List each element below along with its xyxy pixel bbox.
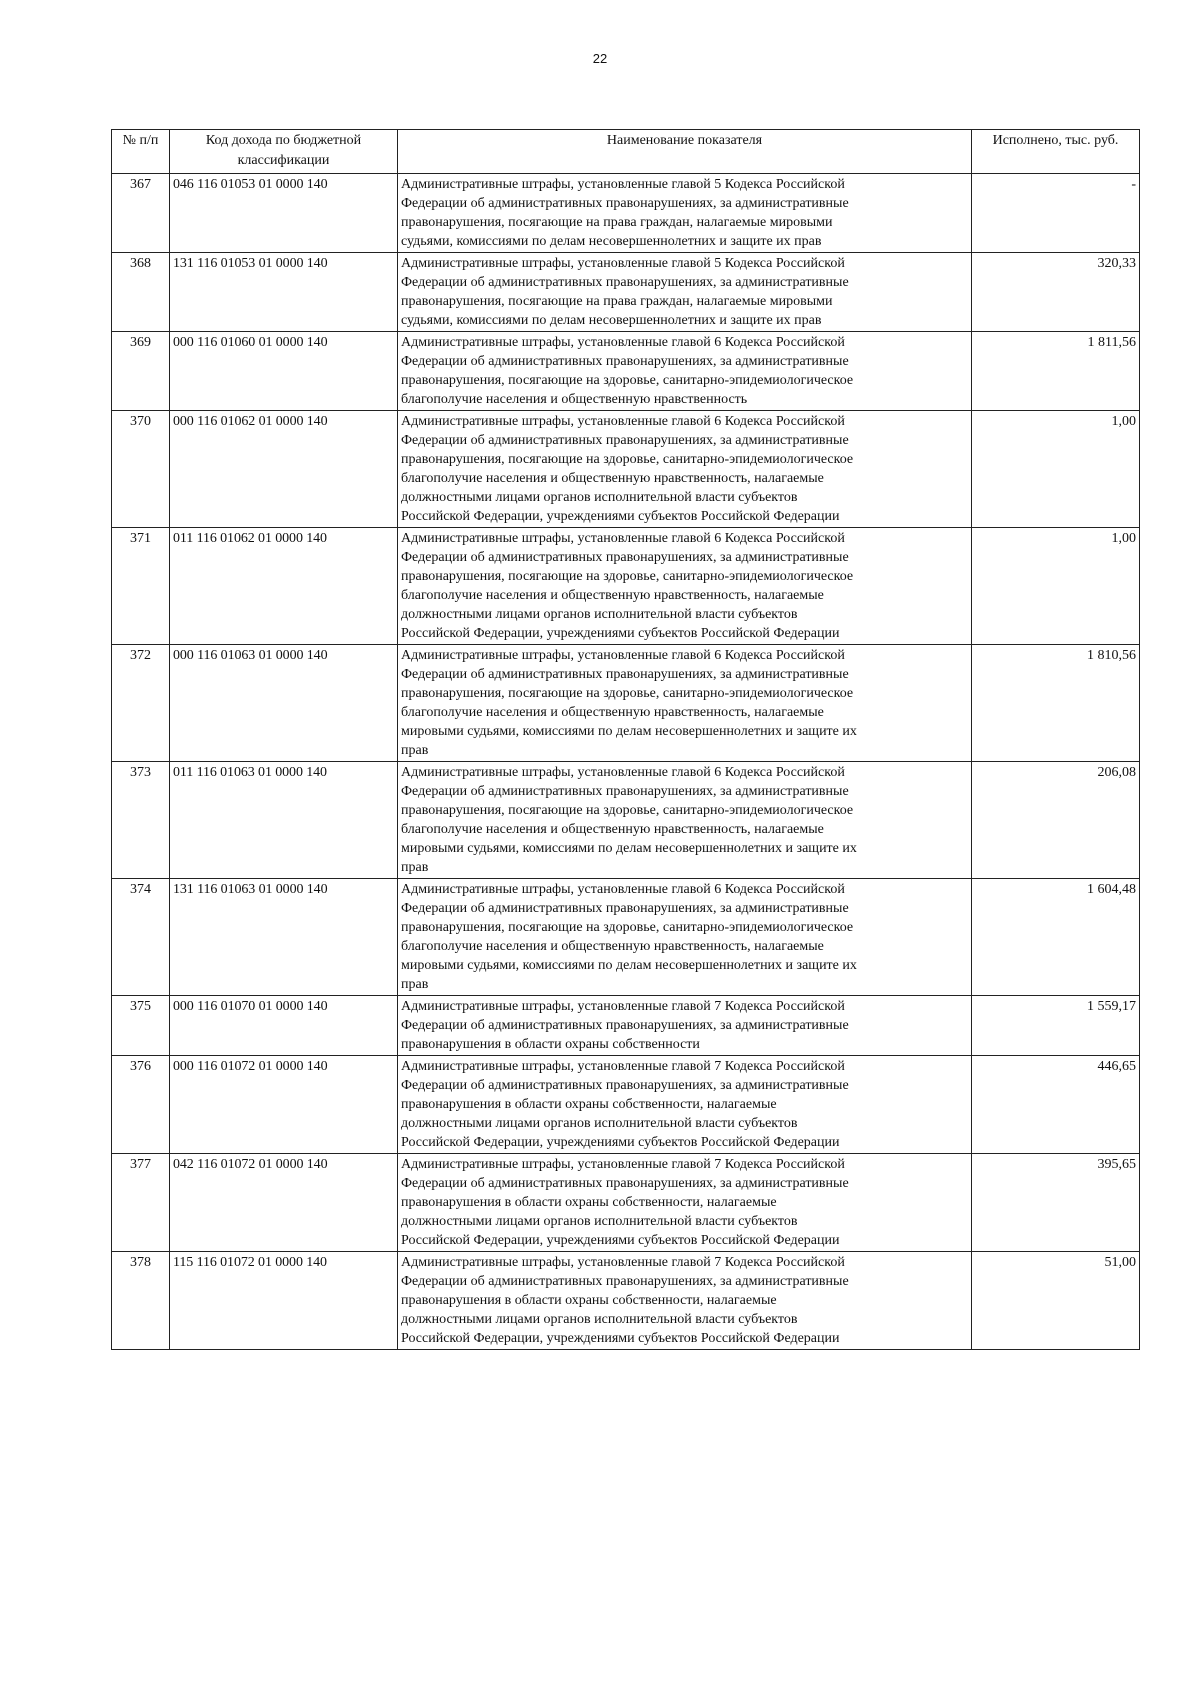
indicator-name-line: Федерации об административных правонарушениях, за административные xyxy=(401,1018,849,1033)
income-code-cell: 042 116 01072 01 0000 140 xyxy=(170,1154,398,1252)
indicator-name-line: Административные штрафы, установленные главой 6 Кодекса Российской xyxy=(401,648,845,663)
indicator-name-cell xyxy=(398,528,972,645)
indicator-name-line: Административные штрафы, установленные главой 6 Кодекса Российской xyxy=(401,765,845,780)
executed-amount-cell: 1 810,56 xyxy=(972,645,1140,762)
indicator-name-line: Административные штрафы, установленные главой 6 Кодекса Российской xyxy=(401,335,845,350)
indicator-name-line: правонарушения, посягающие на права граждан, налагаемые мировыми xyxy=(401,215,833,230)
indicator-name-cell xyxy=(398,411,972,528)
indicator-name-line: Федерации об административных правонарушениях, за административные xyxy=(401,784,849,799)
indicator-name-line: Федерации об административных правонарушениях, за административные xyxy=(401,901,849,916)
indicator-name-line: благополучие населения и общественную нравственность, налагаемые xyxy=(401,471,824,486)
indicator-name-line: Административные штрафы, установленные главой 7 Кодекса Российской xyxy=(401,1157,845,1172)
executed-amount-cell: 320,33 xyxy=(972,253,1140,332)
indicator-name-line: Административные штрафы, установленные главой 6 Кодекса Российской xyxy=(401,882,845,897)
income-code-cell: 046 116 01053 01 0000 140 xyxy=(170,174,398,253)
income-code-cell: 000 116 01063 01 0000 140 xyxy=(170,645,398,762)
indicator-name-cell xyxy=(398,1252,972,1350)
indicator-name-line: Российской Федерации, учреждениями субъектов Российской Федерации xyxy=(401,1331,840,1346)
executed-amount-cell: 1 604,48 xyxy=(972,879,1140,996)
row-number-cell: 374 xyxy=(112,879,170,996)
indicator-name-line: мировыми судьями, комиссиями по делам несовершеннолетних и защите их xyxy=(401,841,857,856)
indicator-name-cell xyxy=(398,1154,972,1252)
income-code-cell: 000 116 01062 01 0000 140 xyxy=(170,411,398,528)
indicator-name-cell xyxy=(398,253,972,332)
indicator-name-line: Российской Федерации, учреждениями субъектов Российской Федерации xyxy=(401,1135,840,1150)
indicator-name-line: благополучие населения и общественную нравственность, налагаемые xyxy=(401,939,824,954)
header-income-code: Код дохода по бюджетной классификации xyxy=(170,130,398,174)
indicator-name-cell xyxy=(398,1056,972,1154)
indicator-name-line: прав xyxy=(401,977,429,992)
page-number: 22 xyxy=(592,51,608,66)
indicator-name-line: Российской Федерации, учреждениями субъектов Российской Федерации xyxy=(401,1233,840,1248)
income-code-cell: 131 116 01063 01 0000 140 xyxy=(170,879,398,996)
indicator-name-cell xyxy=(398,174,972,253)
indicator-name-line: Административные штрафы, установленные главой 7 Кодекса Российской xyxy=(401,1255,845,1270)
table-row xyxy=(112,1154,1140,1252)
executed-amount-cell: 206,08 xyxy=(972,762,1140,879)
indicator-name-line: правонарушения, посягающие на здоровье, санитарно-эпидемиологическое xyxy=(401,569,854,584)
executed-amount-cell: 1 559,17 xyxy=(972,996,1140,1056)
indicator-name-cell xyxy=(398,645,972,762)
indicator-name-line: Российской Федерации, учреждениями субъектов Российской Федерации xyxy=(401,509,840,524)
row-number-cell: 375 xyxy=(112,996,170,1056)
row-number-cell: 368 xyxy=(112,253,170,332)
indicator-name-cell xyxy=(398,762,972,879)
indicator-name-line: правонарушения в области охраны собственности, налагаемые xyxy=(401,1195,777,1210)
indicator-name-line: Административные штрафы, установленные главой 5 Кодекса Российской xyxy=(401,177,845,192)
indicator-name-line: правонарушения в области охраны собственности xyxy=(401,1037,700,1052)
indicator-name-line: правонарушения в области охраны собственности, налагаемые xyxy=(401,1097,777,1112)
indicator-name-line: Административные штрафы, установленные главой 5 Кодекса Российской xyxy=(401,256,845,271)
row-number-cell: 378 xyxy=(112,1252,170,1350)
table-row xyxy=(112,253,1140,332)
executed-amount-cell: 1,00 xyxy=(972,528,1140,645)
indicator-name-cell xyxy=(398,332,972,411)
row-number-cell: 376 xyxy=(112,1056,170,1154)
income-code-cell: 131 116 01053 01 0000 140 xyxy=(170,253,398,332)
indicator-name-line: правонарушения, посягающие на здоровье, санитарно-эпидемиологическое xyxy=(401,803,854,818)
indicator-name-line: Административные штрафы, установленные главой 6 Кодекса Российской xyxy=(401,414,845,429)
executed-amount-cell: 1,00 xyxy=(972,411,1140,528)
income-code-cell: 000 116 01072 01 0000 140 xyxy=(170,1056,398,1154)
indicator-name-line: Федерации об административных правонарушениях, за административные xyxy=(401,667,849,682)
indicator-name-line: должностными лицами органов исполнительной власти субъектов xyxy=(401,1312,798,1327)
indicator-name-line: правонарушения, посягающие на здоровье, санитарно-эпидемиологическое xyxy=(401,373,854,388)
indicator-name-line: благополучие населения и общественную нравственность, налагаемые xyxy=(401,822,824,837)
indicator-name-cell xyxy=(398,996,972,1056)
indicator-name-line: Федерации об административных правонарушениях, за административные xyxy=(401,550,849,565)
indicator-name-line: благополучие населения и общественную нравственность xyxy=(401,392,748,407)
table-row xyxy=(112,528,1140,645)
income-code-cell: 011 116 01062 01 0000 140 xyxy=(170,528,398,645)
table-row xyxy=(112,879,1140,996)
income-code-cell: 000 116 01070 01 0000 140 xyxy=(170,996,398,1056)
row-number-cell: 371 xyxy=(112,528,170,645)
table-header-row xyxy=(112,130,1140,174)
header-indicator-name: Наименование показателя xyxy=(398,130,972,174)
income-code-cell: 011 116 01063 01 0000 140 xyxy=(170,762,398,879)
table-body xyxy=(112,174,1140,1350)
indicator-name-line: правонарушения, посягающие на здоровье, санитарно-эпидемиологическое xyxy=(401,452,854,467)
executed-amount-cell: 51,00 xyxy=(972,1252,1140,1350)
row-number-cell: 369 xyxy=(112,332,170,411)
table-row xyxy=(112,996,1140,1056)
table-row xyxy=(112,1056,1140,1154)
table-row xyxy=(112,411,1140,528)
table-row xyxy=(112,332,1140,411)
indicator-name-line: должностными лицами органов исполнительной власти субъектов xyxy=(401,1116,798,1131)
indicator-name-line: правонарушения в области охраны собственности, налагаемые xyxy=(401,1293,777,1308)
indicator-name-line: должностными лицами органов исполнительной власти субъектов xyxy=(401,1214,798,1229)
indicator-name-line: Административные штрафы, установленные главой 6 Кодекса Российской xyxy=(401,531,845,546)
executed-amount-cell: 446,65 xyxy=(972,1056,1140,1154)
indicator-name-line: прав xyxy=(401,743,429,758)
row-number-cell: 372 xyxy=(112,645,170,762)
indicator-name-line: благополучие населения и общественную нравственность, налагаемые xyxy=(401,588,824,603)
executed-amount-cell: 1 811,56 xyxy=(972,332,1140,411)
indicator-name-cell xyxy=(398,879,972,996)
revenue-table xyxy=(111,129,1140,1350)
indicator-name-line: мировыми судьями, комиссиями по делам несовершеннолетних и защите их xyxy=(401,724,857,739)
executed-amount-cell: - xyxy=(972,174,1140,253)
indicator-name-line: должностными лицами органов исполнительной власти субъектов xyxy=(401,607,798,622)
indicator-name-line: Федерации об административных правонарушениях, за административные xyxy=(401,433,849,448)
indicator-name-line: прав xyxy=(401,860,429,875)
header-executed-amount: Исполнено, тыс. руб. xyxy=(972,130,1140,174)
indicator-name-line: Федерации об административных правонарушениях, за административные xyxy=(401,354,849,369)
row-number-cell: 373 xyxy=(112,762,170,879)
indicator-name-line: правонарушения, посягающие на права граждан, налагаемые мировыми xyxy=(401,294,833,309)
indicator-name-line: правонарушения, посягающие на здоровье, санитарно-эпидемиологическое xyxy=(401,686,854,701)
indicator-name-line: судьями, комиссиями по делам несовершеннолетних и защите их прав xyxy=(401,234,822,249)
table-row xyxy=(112,174,1140,253)
indicator-name-line: Административные штрафы, установленные главой 7 Кодекса Российской xyxy=(401,999,845,1014)
table-row xyxy=(112,1252,1140,1350)
indicator-name-line: Федерации об административных правонарушениях, за административные xyxy=(401,1176,849,1191)
indicator-name-line: должностными лицами органов исполнительной власти субъектов xyxy=(401,490,798,505)
indicator-name-line: правонарушения, посягающие на здоровье, санитарно-эпидемиологическое xyxy=(401,920,854,935)
indicator-name-line: Федерации об административных правонарушениях, за административные xyxy=(401,196,849,211)
indicator-name-line: судьями, комиссиями по делам несовершеннолетних и защите их прав xyxy=(401,313,822,328)
header-row-number: № п/п xyxy=(112,130,170,174)
indicator-name-line: Федерации об административных правонарушениях, за административные xyxy=(401,275,849,290)
executed-amount-cell: 395,65 xyxy=(972,1154,1140,1252)
row-number-cell: 370 xyxy=(112,411,170,528)
indicator-name-line: Российской Федерации, учреждениями субъектов Российской Федерации xyxy=(401,626,840,641)
indicator-name-line: Федерации об административных правонарушениях, за административные xyxy=(401,1274,849,1289)
row-number-cell: 367 xyxy=(112,174,170,253)
indicator-name-line: Федерации об административных правонарушениях, за административные xyxy=(401,1078,849,1093)
income-code-cell: 000 116 01060 01 0000 140 xyxy=(170,332,398,411)
indicator-name-line: Административные штрафы, установленные главой 7 Кодекса Российской xyxy=(401,1059,845,1074)
table-row xyxy=(112,645,1140,762)
indicator-name-line: мировыми судьями, комиссиями по делам несовершеннолетних и защите их xyxy=(401,958,857,973)
table-row xyxy=(112,762,1140,879)
indicator-name-line: благополучие населения и общественную нравственность, налагаемые xyxy=(401,705,824,720)
income-code-cell: 115 116 01072 01 0000 140 xyxy=(170,1252,398,1350)
row-number-cell: 377 xyxy=(112,1154,170,1252)
